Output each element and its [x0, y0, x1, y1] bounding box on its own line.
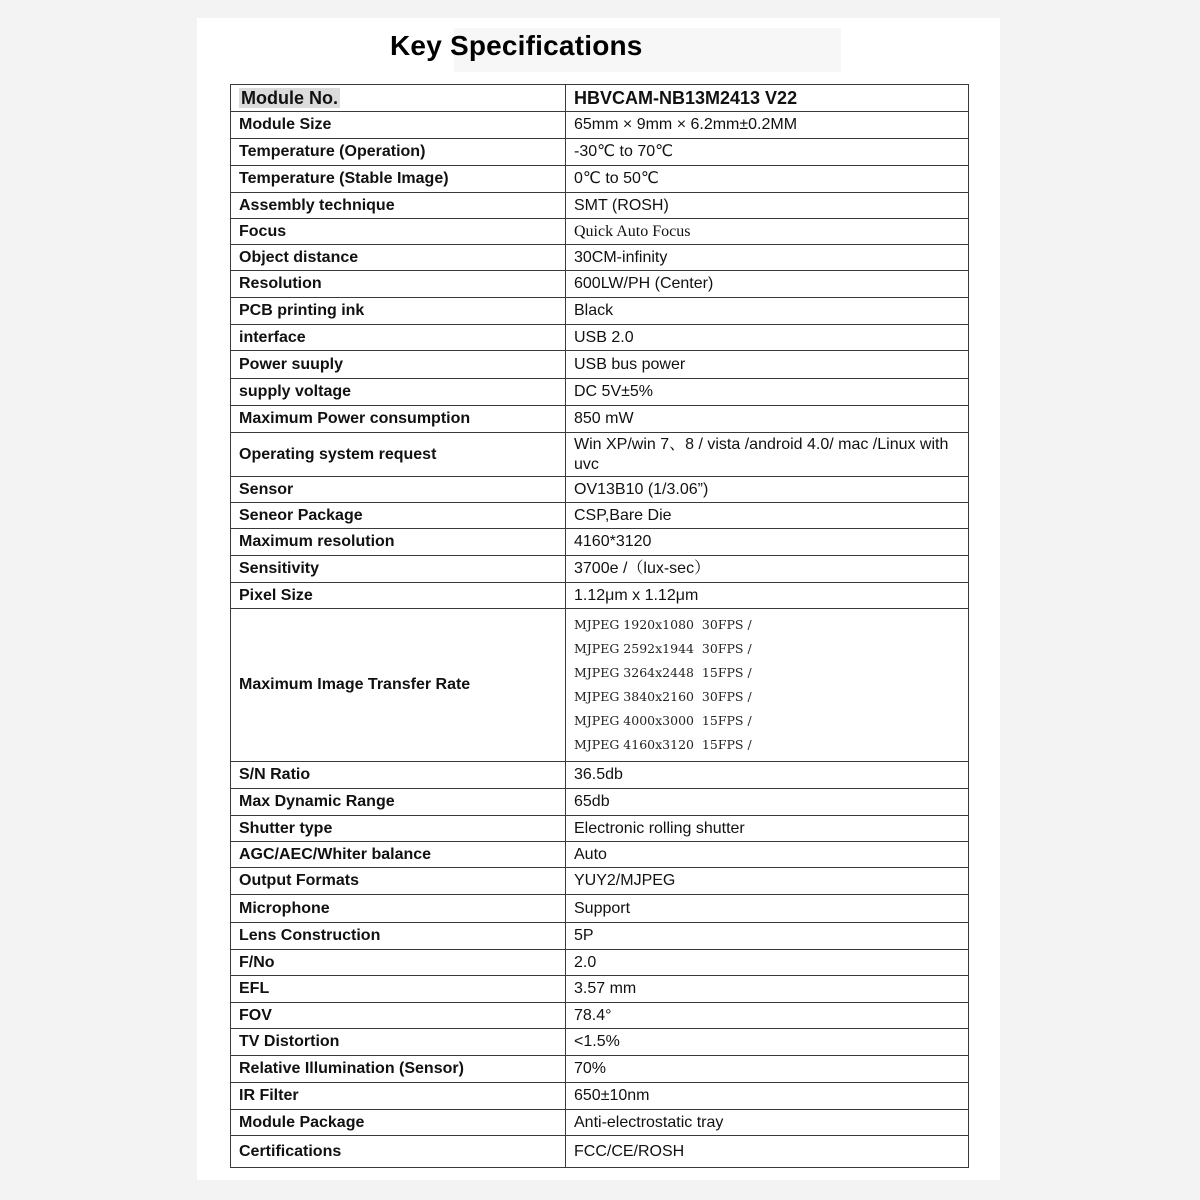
- spec-value: Support: [566, 895, 969, 923]
- spec-value: 65db: [566, 789, 969, 816]
- spec-value: SMT (ROSH): [566, 193, 969, 219]
- spec-value: CSP,Bare Die: [566, 503, 969, 529]
- spec-value: 850 mW: [566, 406, 969, 433]
- spec-key: Power suuply: [231, 351, 566, 379]
- spec-value: Electronic rolling shutter: [566, 816, 969, 842]
- transfer-rate-item: MJPEG 3264x2448 15FPS /: [574, 665, 752, 680]
- spec-key: Resolution: [231, 271, 566, 298]
- table-row: [231, 271, 969, 298]
- table-row: [231, 477, 969, 503]
- spec-value: 78.4°: [566, 1003, 969, 1029]
- spec-value: YUY2/MJPEG: [566, 868, 969, 895]
- spec-key: Module Size: [231, 112, 566, 139]
- spec-key: Sensor: [231, 477, 566, 503]
- spec-value: DC 5V±5%: [566, 379, 969, 406]
- spec-key: Certifications: [231, 1136, 566, 1168]
- table-row: [231, 762, 969, 789]
- spec-value: 0℃ to 50℃: [566, 166, 969, 193]
- spec-key: TV Distortion: [231, 1029, 566, 1056]
- table-row: [231, 112, 969, 139]
- table-row: [231, 406, 969, 433]
- table-row: [231, 1056, 969, 1083]
- spec-key: Seneor Package: [231, 503, 566, 529]
- spec-value: HBVCAM-NB13M2413 V22: [566, 85, 969, 112]
- table-row: [231, 529, 969, 556]
- spec-value: 65mm × 9mm × 6.2mm±0.2MM: [566, 112, 969, 139]
- spec-key: Pixel Size: [231, 583, 566, 609]
- spec-value: FCC/CE/ROSH: [566, 1136, 969, 1168]
- spec-value: Anti-electrostatic tray: [566, 1110, 969, 1136]
- spec-key: Max Dynamic Range: [231, 789, 566, 816]
- spec-key: Relative Illumination (Sensor): [231, 1056, 566, 1083]
- spec-value: 70%: [566, 1056, 969, 1083]
- spec-key: Temperature (Operation): [231, 139, 566, 166]
- spec-table: [230, 84, 969, 1168]
- table-row: [231, 379, 969, 406]
- spec-key: Operating system request: [231, 433, 566, 477]
- spec-key: Assembly technique: [231, 193, 566, 219]
- spec-value: OV13B10 (1/3.06”): [566, 477, 969, 503]
- table-row: [231, 325, 969, 351]
- spec-value: 36.5db: [566, 762, 969, 789]
- spec-value: <1.5%: [566, 1029, 969, 1056]
- table-row-module-no: [231, 85, 969, 112]
- spec-value: -30℃ to 70℃: [566, 139, 969, 166]
- table-row: [231, 950, 969, 976]
- table-row: [231, 923, 969, 950]
- spec-value: 30CM-infinity: [566, 245, 969, 271]
- spec-key: EFL: [231, 976, 566, 1003]
- module-no-label: Module No.: [241, 88, 338, 108]
- transfer-rate-item: MJPEG 3840x2160 30FPS /: [574, 689, 752, 704]
- table-row: [231, 816, 969, 842]
- table-row: [231, 842, 969, 868]
- table-row: [231, 219, 969, 245]
- spec-value: 4160*3120: [566, 529, 969, 556]
- spec-value: Win XP/win 7、8 / vista /android 4.0/ mac /Linux with uvc: [566, 433, 969, 477]
- table-row: [231, 139, 969, 166]
- spec-value: [566, 609, 969, 762]
- spec-key: Temperature (Stable Image): [231, 166, 566, 193]
- page-title: Key Specifications: [390, 30, 643, 61]
- transfer-rate-item: MJPEG 4160x3120 15FPS /: [574, 737, 752, 752]
- table-row: [231, 503, 969, 529]
- table-row-transfer-rate: [231, 609, 969, 762]
- table-row: [231, 1083, 969, 1110]
- table-row: [231, 556, 969, 583]
- table-row: [231, 868, 969, 895]
- transfer-rate-item: MJPEG 4000x3000 15FPS /: [574, 713, 752, 728]
- spec-key: Maximum Image Transfer Rate: [231, 609, 566, 762]
- table-row: [231, 1003, 969, 1029]
- spec-key: [231, 85, 566, 112]
- spec-key: interface: [231, 325, 566, 351]
- spec-key: FOV: [231, 1003, 566, 1029]
- spec-value: Black: [566, 298, 969, 325]
- spec-value: 3.57 mm: [566, 976, 969, 1003]
- table-row: [231, 298, 969, 325]
- table-row: [231, 1136, 969, 1168]
- spec-value: 2.0: [566, 950, 969, 976]
- table-row: [231, 351, 969, 379]
- spec-value: Quick Auto Focus: [566, 219, 969, 245]
- table-row: [231, 789, 969, 816]
- spec-key: F/No: [231, 950, 566, 976]
- transfer-rate-item: MJPEG 1920x1080 30FPS /: [574, 617, 752, 632]
- spec-value: 3700e /（lux-sec）: [566, 556, 969, 583]
- table-row: [231, 1110, 969, 1136]
- spec-value: 650±10nm: [566, 1083, 969, 1110]
- spec-value: Auto: [566, 842, 969, 868]
- table-row: [231, 895, 969, 923]
- spec-value: USB bus power: [566, 351, 969, 379]
- table-row: [231, 433, 969, 477]
- spec-key: Module Package: [231, 1110, 566, 1136]
- spec-key: supply voltage: [231, 379, 566, 406]
- spec-key: Sensitivity: [231, 556, 566, 583]
- spec-key: Focus: [231, 219, 566, 245]
- spec-key: S/N Ratio: [231, 762, 566, 789]
- spec-key: Maximum Power consumption: [231, 406, 566, 433]
- table-row: [231, 976, 969, 1003]
- spec-value: 5P: [566, 923, 969, 950]
- transfer-rate-item: MJPEG 2592x1944 30FPS /: [574, 641, 752, 656]
- spec-key: Object distance: [231, 245, 566, 271]
- table-row: [231, 166, 969, 193]
- spec-value: 600LW/PH (Center): [566, 271, 969, 298]
- spec-key: Maximum resolution: [231, 529, 566, 556]
- spec-key: IR Filter: [231, 1083, 566, 1110]
- table-row: [231, 1029, 969, 1056]
- table-row: [231, 193, 969, 219]
- spec-value: USB 2.0: [566, 325, 969, 351]
- spec-key: Lens Construction: [231, 923, 566, 950]
- transfer-rate-list: [574, 609, 968, 761]
- spec-key: PCB printing ink: [231, 298, 566, 325]
- spec-value: 1.12μm x 1.12μm: [566, 583, 969, 609]
- table-row: [231, 583, 969, 609]
- spec-key: Output Formats: [231, 868, 566, 895]
- spec-key: Microphone: [231, 895, 566, 923]
- spec-key: Shutter type: [231, 816, 566, 842]
- spec-key: AGC/AEC/Whiter balance: [231, 842, 566, 868]
- table-row: [231, 245, 969, 271]
